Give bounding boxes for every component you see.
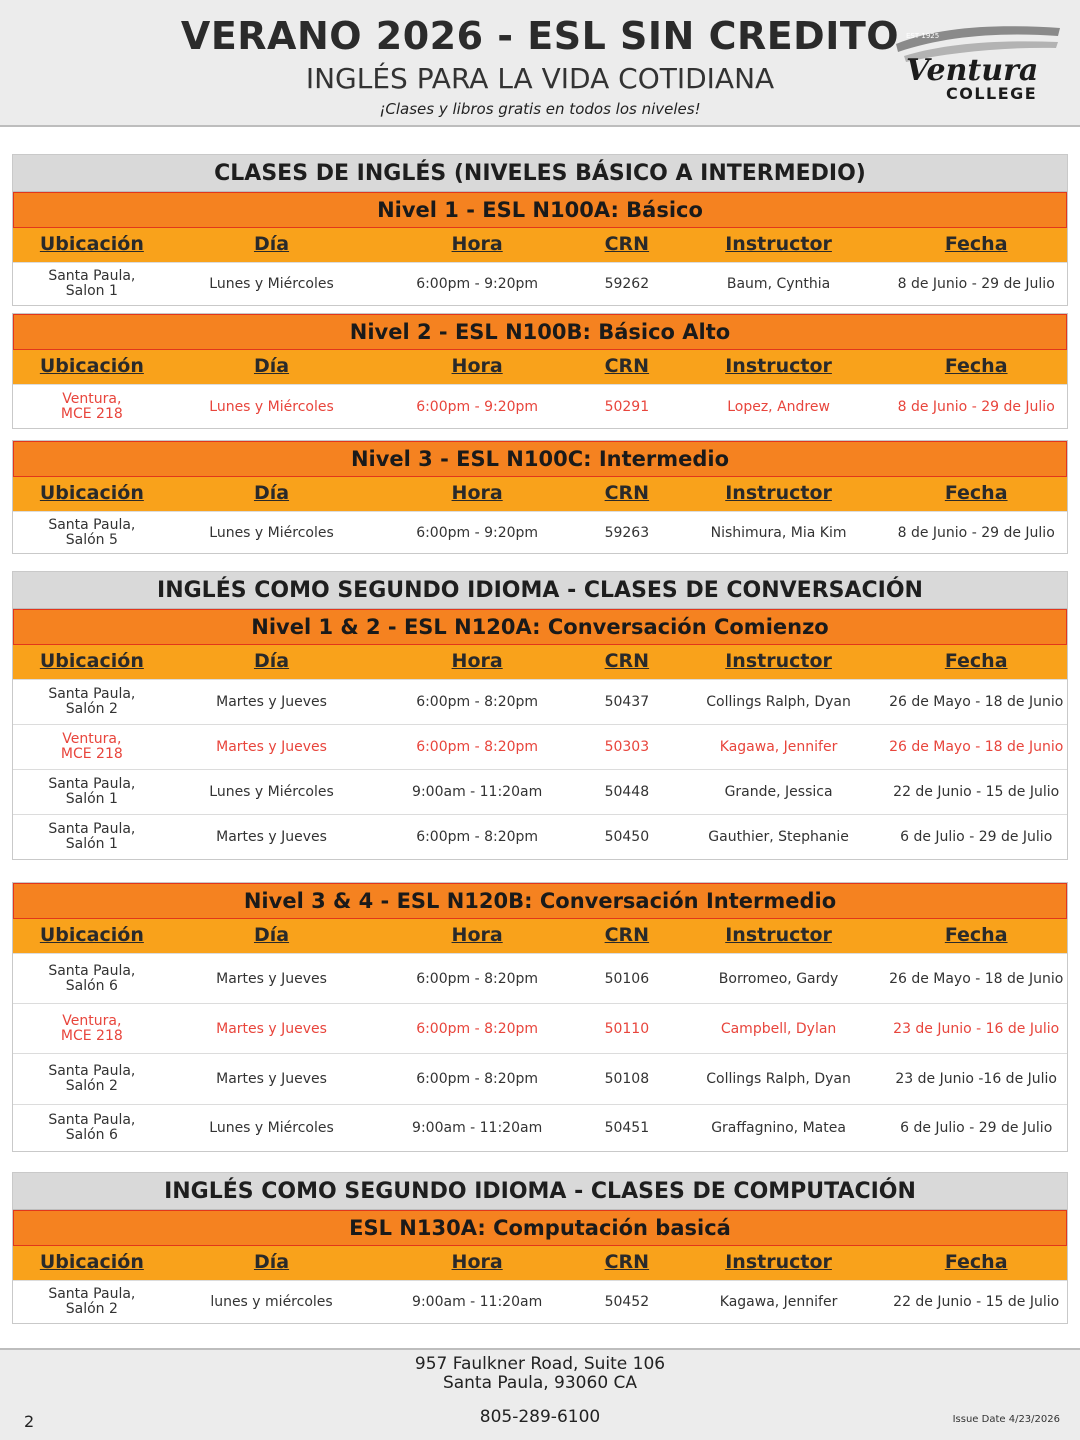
course-block-esl-n100c — [12, 440, 1068, 554]
address-line-2: Santa Paula, 93060 CA — [442, 1373, 638, 1393]
cell-date: 26 de Mayo - 18 de Junio — [889, 739, 1064, 755]
column-header-row — [13, 477, 1067, 511]
cell-crn: 59262 — [604, 276, 650, 292]
class-row — [13, 1003, 1067, 1053]
col-day: Día — [253, 650, 290, 672]
cell-day: Lunes y Miércoles — [209, 276, 334, 292]
col-crn: CRN — [604, 924, 650, 946]
col-crn: CRN — [604, 650, 650, 672]
logo-est-text: EST 1925 — [906, 32, 940, 40]
cell-location: Santa Paula, Salón 1 — [48, 776, 136, 807]
cell-crn: 50451 — [604, 1120, 650, 1136]
col-location: Ubicación — [39, 650, 144, 672]
logo-name-text: Ventura — [906, 53, 1039, 88]
col-day: Día — [253, 1251, 290, 1273]
cell-instructor: Campbell, Dylan — [720, 1020, 837, 1037]
col-crn: CRN — [604, 1251, 650, 1273]
col-date: Fecha — [944, 650, 1008, 672]
cell-instructor: Graffagnino, Matea — [711, 1120, 846, 1136]
cell-crn: 50291 — [604, 398, 650, 415]
cell-day: Martes y Jueves — [216, 694, 327, 710]
col-instructor: Instructor — [725, 1251, 832, 1273]
col-crn: CRN — [604, 482, 650, 504]
cell-crn: 50452 — [604, 1294, 650, 1310]
cell-time: 6:00pm - 9:20pm — [416, 276, 539, 292]
cell-date: 23 de Junio -16 de Julio — [895, 1071, 1057, 1087]
class-row — [13, 953, 1067, 1003]
cell-location: Santa Paula, Salón 2 — [48, 686, 136, 717]
col-time: Hora — [451, 650, 503, 672]
page-tagline: ¡Clases y libros gratis en todos los niveles! — [379, 100, 701, 118]
cell-date: 22 de Junio - 15 de Julio — [893, 1294, 1060, 1310]
column-header-row — [13, 350, 1067, 384]
cell-instructor: Gauthier, Stephanie — [708, 829, 849, 845]
cell-instructor: Kagawa, Jennifer — [719, 1294, 838, 1310]
cell-location: Santa Paula, Salón 6 — [48, 962, 136, 994]
course-title-esl-n120b: Nivel 3 & 4 - ESL N120B: Conversación Intermedio — [13, 883, 1067, 919]
cell-time: 9:00am - 11:20am — [412, 1120, 543, 1136]
class-row — [13, 1104, 1067, 1151]
section-title: CLASES DE INGLÉS (NIVELES BÁSICO A INTERMEDIO) — [13, 155, 1067, 192]
cell-instructor: Collings Ralph, Dyan — [706, 694, 851, 710]
class-row — [13, 1053, 1067, 1104]
page-footer — [0, 1348, 1080, 1440]
col-day: Día — [253, 355, 290, 377]
cell-date: 26 de Mayo - 18 de Junio — [889, 694, 1064, 710]
cell-location: Santa Paula, Salón 5 — [48, 516, 136, 548]
logo-college-text: COLLEGE — [946, 84, 1038, 103]
section-title: INGLÉS COMO SEGUNDO IDIOMA - CLASES DE COMPUTACIÓN — [13, 1173, 1067, 1210]
cell-time: 6:00pm - 9:20pm — [416, 398, 539, 415]
col-time: Hora — [451, 1251, 503, 1273]
cell-date: 23 de Junio - 16 de Julio — [893, 1020, 1060, 1037]
col-location: Ubicación — [39, 355, 144, 377]
cell-location: Ventura, MCE 218 — [60, 390, 123, 422]
cell-location: Santa Paula, Salon 1 — [48, 268, 136, 299]
cell-crn: 50450 — [604, 829, 650, 845]
cell-day: Lunes y Miércoles — [209, 398, 334, 415]
cell-date: 6 de Julio - 29 de Julio — [900, 1120, 1053, 1136]
cell-crn: 50448 — [604, 784, 650, 800]
cell-crn: 59263 — [604, 524, 650, 541]
issue-date: Issue Date 4/23/2026 — [952, 1414, 1060, 1425]
cell-day: Lunes y Miércoles — [209, 524, 334, 541]
cell-time: 6:00pm - 8:20pm — [416, 970, 539, 987]
column-header-row — [13, 1246, 1067, 1280]
col-time: Hora — [451, 355, 503, 377]
cell-location: Ventura, MCE 218 — [60, 731, 123, 762]
footer-address — [0, 1355, 1080, 1393]
cell-day: Martes y Jueves — [216, 970, 327, 987]
class-row — [13, 769, 1067, 814]
address-line-1: 957 Faulkner Road, Suite 106 — [414, 1354, 666, 1374]
cell-location: Santa Paula, Salón 2 — [48, 1063, 136, 1094]
cell-time: 6:00pm - 9:20pm — [416, 524, 539, 541]
page-subtitle: INGLÉS PARA LA VIDA COTIDIANA — [305, 62, 775, 95]
cell-location: Santa Paula, Salón 6 — [48, 1112, 136, 1143]
page-number: 2 — [24, 1412, 35, 1431]
class-row — [13, 1280, 1067, 1323]
cell-instructor: Collings Ralph, Dyan — [706, 1071, 851, 1087]
class-row — [13, 724, 1067, 769]
cell-location: Santa Paula, Salón 2 — [48, 1286, 136, 1317]
course-title-esl-n130a: ESL N130A: Computación basicá — [13, 1210, 1067, 1246]
cell-time: 6:00pm - 8:20pm — [416, 1020, 539, 1037]
col-location: Ubicación — [39, 1251, 144, 1273]
class-row — [13, 262, 1067, 305]
cell-day: Martes y Jueves — [216, 829, 327, 845]
cell-day: Martes y Jueves — [216, 739, 327, 755]
col-location: Ubicación — [39, 233, 144, 255]
col-location: Ubicación — [39, 924, 144, 946]
col-date: Fecha — [944, 1251, 1008, 1273]
page-title: VERANO 2026 - ESL SIN CREDITO — [180, 14, 900, 58]
col-time: Hora — [451, 482, 503, 504]
column-header-row — [13, 228, 1067, 262]
col-instructor: Instructor — [725, 482, 832, 504]
cell-instructor: Baum, Cynthia — [726, 276, 831, 292]
cell-date: 22 de Junio - 15 de Julio — [893, 784, 1060, 800]
cell-instructor: Nishimura, Mia Kim — [710, 524, 847, 541]
cell-day: Lunes y Miércoles — [209, 784, 334, 800]
cell-crn: 50106 — [604, 970, 650, 987]
col-day: Día — [253, 233, 290, 255]
col-instructor: Instructor — [725, 650, 832, 672]
cell-location: Ventura, MCE 218 — [60, 1012, 123, 1044]
footer-phone: 805-289-6100 — [479, 1407, 601, 1427]
col-date: Fecha — [944, 233, 1008, 255]
cell-time: 6:00pm - 8:20pm — [416, 829, 539, 845]
cell-date: 26 de Mayo - 18 de Junio — [889, 970, 1064, 987]
course-title-esl-n100c: Nivel 3 - ESL N100C: Intermedio — [13, 441, 1067, 477]
section-title: INGLÉS COMO SEGUNDO IDIOMA - CLASES DE CONVERSACIÓN — [13, 572, 1067, 609]
col-date: Fecha — [944, 355, 1008, 377]
cell-instructor: Grande, Jessica — [724, 784, 833, 800]
class-row — [13, 384, 1067, 428]
col-day: Día — [253, 924, 290, 946]
col-instructor: Instructor — [725, 355, 832, 377]
cell-crn: 50108 — [604, 1071, 650, 1087]
ventura-college-logo — [890, 22, 1065, 104]
cell-crn: 50110 — [604, 1020, 650, 1037]
col-location: Ubicación — [39, 482, 144, 504]
col-time: Hora — [451, 233, 503, 255]
col-crn: CRN — [604, 355, 650, 377]
cell-time: 6:00pm - 8:20pm — [416, 739, 539, 755]
course-title-esl-n100a: Nivel 1 - ESL N100A: Básico — [13, 192, 1067, 228]
col-crn: CRN — [604, 233, 650, 255]
course-title-esl-n120a: Nivel 1 & 2 - ESL N120A: Conversación Comienzo — [13, 609, 1067, 645]
cell-crn: 50303 — [604, 739, 650, 755]
cell-date: 8 de Junio - 29 de Julio — [897, 276, 1055, 292]
section-conversation — [12, 571, 1068, 860]
cell-instructor: Lopez, Andrew — [727, 398, 830, 415]
col-day: Día — [253, 482, 290, 504]
cell-date: 8 de Junio - 29 de Julio — [897, 524, 1055, 541]
course-block-esl-n100b — [12, 313, 1068, 429]
section-computer — [12, 1172, 1068, 1324]
cell-time: 6:00pm - 8:20pm — [416, 694, 539, 710]
column-header-row — [13, 919, 1067, 953]
course-title-esl-n100b: Nivel 2 - ESL N100B: Básico Alto — [13, 314, 1067, 350]
class-row — [13, 814, 1067, 859]
cell-time: 9:00am - 11:20am — [412, 784, 543, 800]
cell-time: 9:00am - 11:20am — [412, 1294, 543, 1310]
class-row — [13, 511, 1067, 553]
cell-day: Martes y Jueves — [216, 1020, 327, 1037]
class-row — [13, 679, 1067, 724]
cell-day: lunes y miércoles — [210, 1294, 333, 1310]
cell-date: 6 de Julio - 29 de Julio — [900, 829, 1053, 845]
cell-location: Santa Paula, Salón 1 — [48, 821, 136, 852]
cell-instructor: Kagawa, Jennifer — [719, 739, 838, 755]
cell-crn: 50437 — [604, 694, 650, 710]
col-time: Hora — [451, 924, 503, 946]
cell-instructor: Borromeo, Gardy — [718, 970, 839, 987]
column-header-row — [13, 645, 1067, 679]
col-date: Fecha — [944, 482, 1008, 504]
col-instructor: Instructor — [725, 233, 832, 255]
course-block-esl-n120b — [12, 882, 1068, 1152]
col-date: Fecha — [944, 924, 1008, 946]
page-header — [0, 0, 1080, 127]
section-basic-intermediate — [12, 154, 1068, 306]
cell-day: Martes y Jueves — [216, 1071, 327, 1087]
cell-day: Lunes y Miércoles — [209, 1120, 334, 1136]
col-instructor: Instructor — [725, 924, 832, 946]
cell-date: 8 de Junio - 29 de Julio — [897, 398, 1055, 415]
cell-time: 6:00pm - 8:20pm — [416, 1071, 539, 1087]
